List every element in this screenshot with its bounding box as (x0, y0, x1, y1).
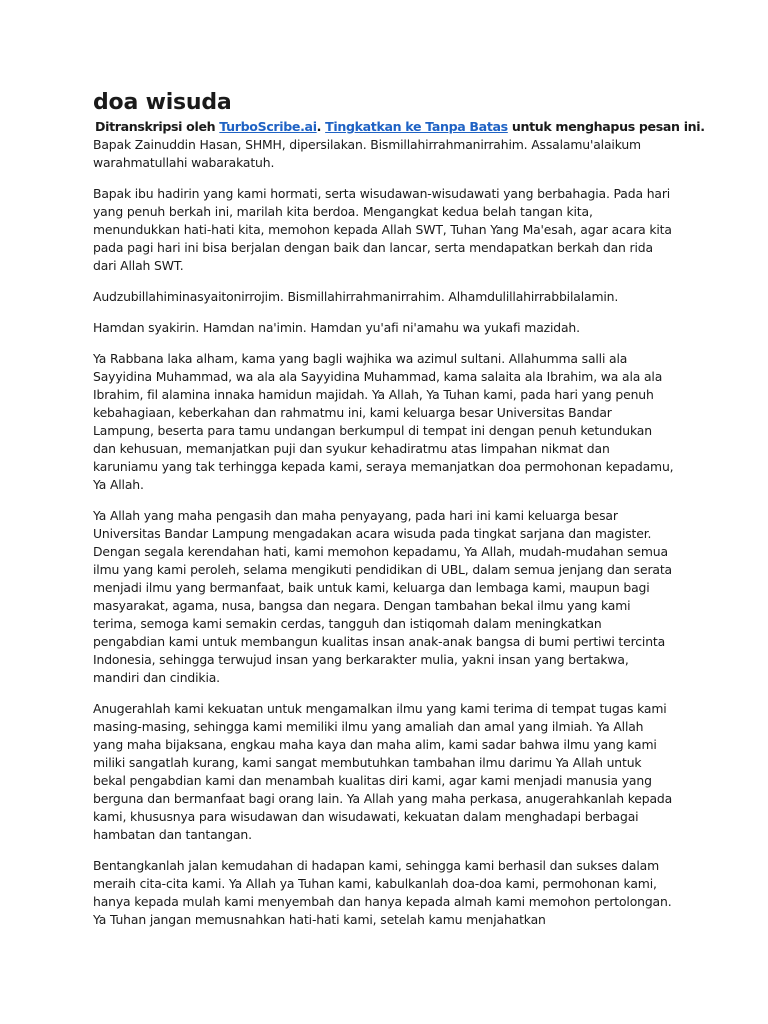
paragraph: Bapak ibu hadirin yang kami hormati, serta wisudawan-wisudawati yang berbahagia. Pada hari yang penuh berkah ini, marilah kita berdoa. Mengangkat kedua belah tangan kita, menundukkan hati-hati kita, memohon kepada Allah SWT, Tuhan Yang Ma'esah, agar acara kita pada pagi hari ini bisa berjalan dengan baik dan lancar, serta mendapatkan berkah dan rida dari Allah SWT. (93, 186, 672, 273)
notice-suffix: untuk menghapus pesan ini. (507, 119, 705, 134)
paragraph: Ya Rabbana laka alham, kama yang bagli wajhika wa azimul sultani. Allahumma salli ala Sayyidina Muhammad, wa ala ala Sayyidina Muhammad, kama salaita ala Ibrahim, wa ala ala Ibrahim, fil alamina innaka hamidun majidah. Ya Allah, Ya Tuhan kami, pada hari yang penuh kebahagiaan, keberkahan dan rahmatmu ini, kami keluarga besar Universitas Bandar Lampung, beserta para tamu undangan berkumpul di tempat ini dengan penuh ketundukan dan kehusuan, memanjatkan puji dan syukur kehadiratmu atas limpahan nikmat dan karuniamu yang tak terhingga kepada kami, seraya memanjatkan doa permohonan kepadamu, Ya Allah. (93, 351, 674, 492)
paragraph: Bapak Zainuddin Hasan, SHMH, dipersilakan. Bismillahirrahmanirrahim. Assalamu'alaikum warahmatullahi wabarakatuh. (93, 137, 641, 170)
document-page (93, 88, 705, 942)
transcription-notice (93, 118, 705, 136)
turboscribe-link[interactable]: TurboScribe.ai (219, 119, 317, 134)
notice-prefix: Ditranskripsi oleh (95, 119, 220, 134)
upgrade-unlimited-link[interactable]: Tingkatkan ke Tanpa Batas (325, 119, 508, 134)
notice-separator: . (316, 119, 326, 134)
paragraph: Hamdan syakirin. Hamdan na'imin. Hamdan yu'afi ni'amahu wa yukafi mazidah. (93, 320, 580, 335)
paragraph: Bentangkanlah jalan kemudahan di hadapan kami, sehingga kami berhasil dan sukses dalam meraih cita-cita kami. Ya Allah ya Tuhan kami, kabulkanlah doa-doa kami, permohonan kami, hanya kepada mulah kami menyembah dan hanya kepada almah kami memohon pertolongan. Ya Tuhan jangan memusnahkan hati-hati kami, setelah kamu menjahatkan (93, 858, 672, 927)
paragraph: Anugerahlah kami kekuatan untuk mengamalkan ilmu yang kami terima di tempat tugas kami masing-masing, sehingga kami memiliki ilmu yang amaliah dan amal yang ilmiah. Ya Allah yang maha bijaksana, engkau maha kaya dan maha alim, kami sadar bahwa ilmu yang kami miliki sangatlah kurang, kami sangat membutuhkan tambahan ilmu darimu Ya Allah untuk bekal pengabdian kami dan menambah kualitas diri kami, agar kami menjadi manusia yang berguna dan bermanfaat bagi orang lain. Ya Allah yang maha perkasa, anugerahkanlah kepada kami, khususnya para wisudawan dan wisudawati, kekuatan dalam menghadapi berbagai hambatan dan tantangan. (93, 701, 673, 842)
document-title: doa wisuda (93, 90, 232, 115)
paragraph: Ya Allah yang maha pengasih dan maha penyayang, pada hari ini kami keluarga besar Universitas Bandar Lampung mengadakan acara wisuda pada tingkat sarjana dan magister. Dengan segala kerendahan hati, kami memohon kepadamu, Ya Allah, mudah-mudahan semua ilmu yang kami peroleh, selama mengikuti pendidikan di UBL, dalam semua jenjang dan serata menjadi ilmu yang bermanfaat, baik untuk kami, keluarga dan lembaga kami, maupun bagi masyarakat, agama, nusa, bangsa dan negara. Dengan tambahan bekal ilmu yang kami terima, semoga kami semakin cerdas, tangguh dan istiqomah dalam meningkatkan pengabdian kami untuk membangun kualitas insan anak-anak bangsa di bumi pertiwi tercinta Indonesia, sehingga terwujud insan yang berkarakter mulia, yakni insan yang bertakwa, mandiri dan cindikia. (93, 508, 672, 685)
paragraph: Audzubillahiminasyaitonirrojim. Bismillahirrahmanirrahim. Alhamdulillahirrabbilalamin. (93, 289, 619, 304)
